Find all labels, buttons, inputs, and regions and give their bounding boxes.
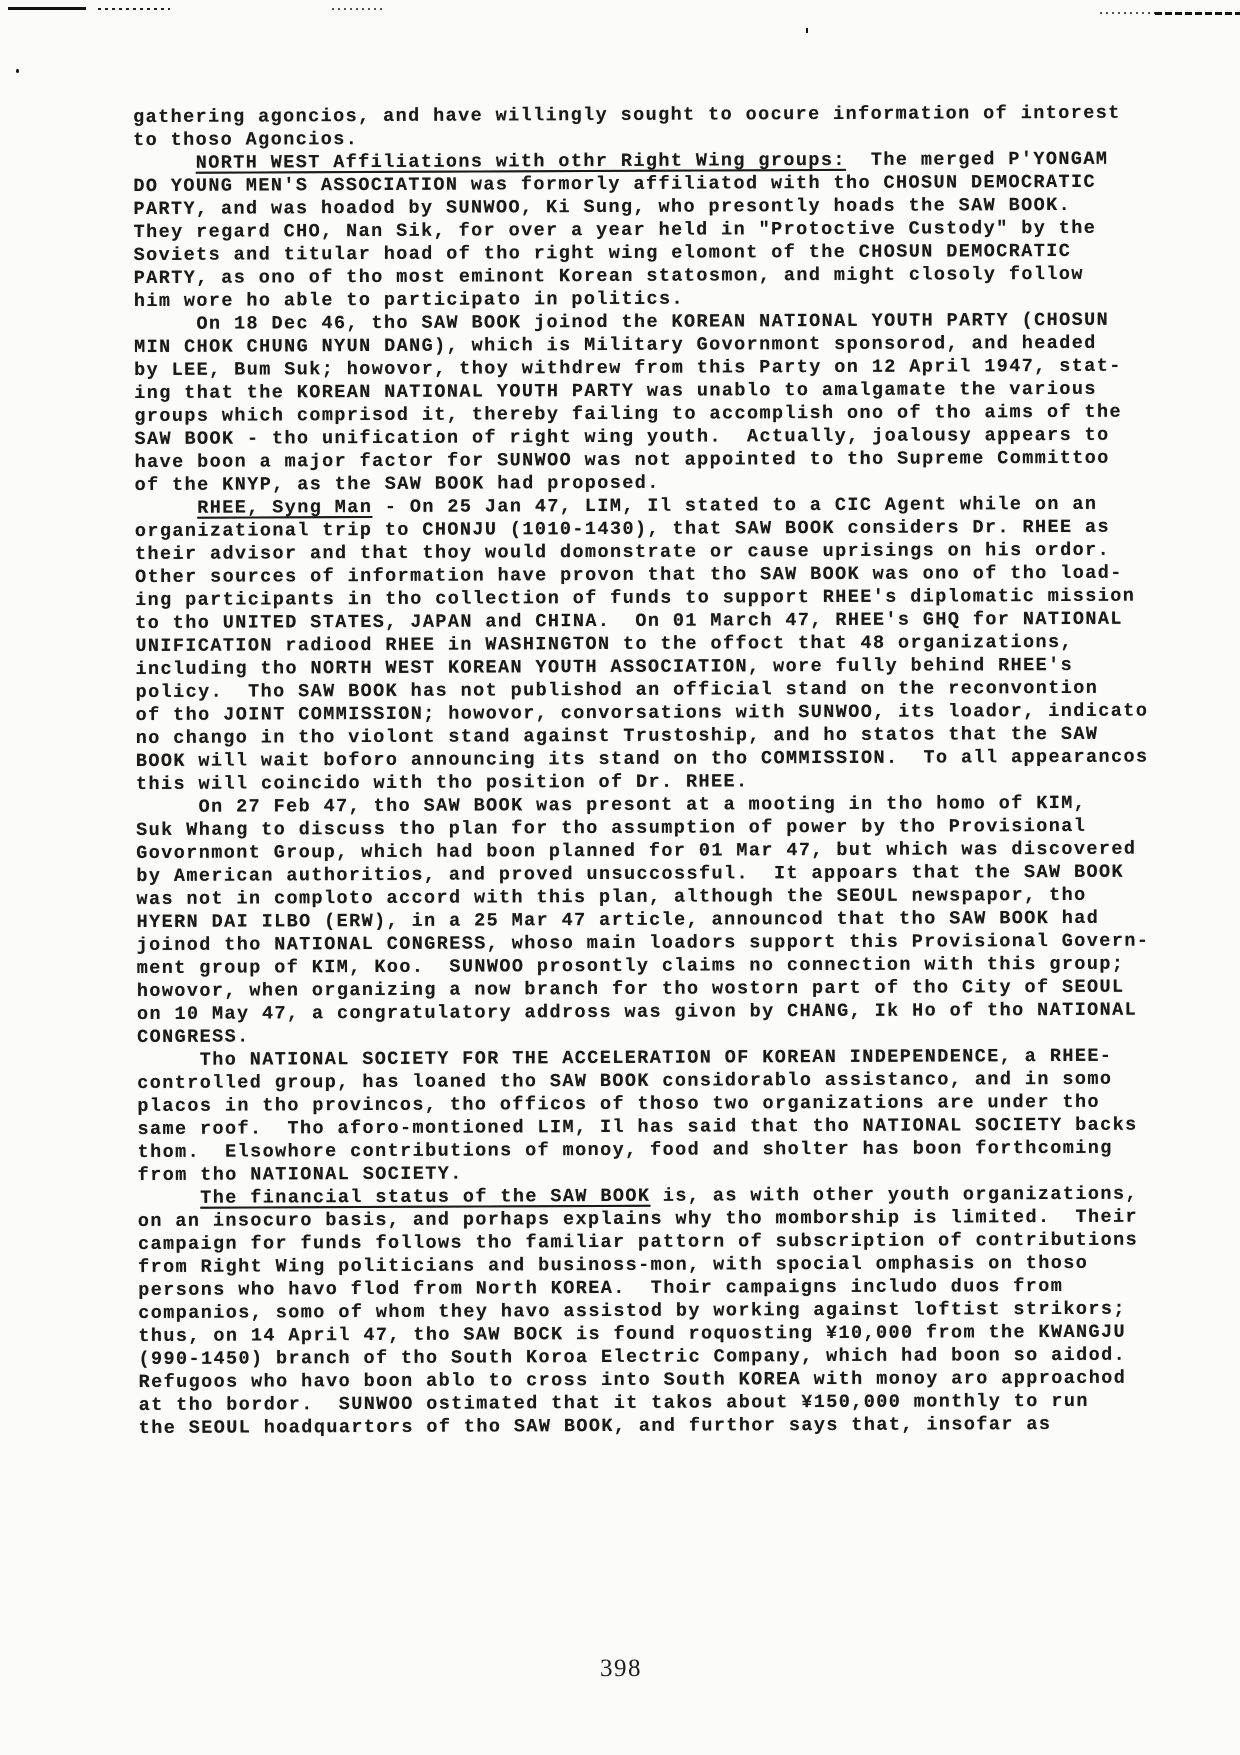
paragraph-indent [133,153,196,174]
paragraph-national-society [137,1044,1182,1187]
paragraph-body: The merged P'YONGAM DO YOUNG MEN'S ASSOCIATION was formorly affiliatod with tho CHOSUN DEMOCRATIC PARTY, and was hoadod by SUNWOO, Ki Sung, who presontly hoads the SAW BOOK. They regard CHO, Nan Sik, for over a year held in "Protoctive Custody" by the Soviets and titular hoad of tho right wing elomont of the CHOSUN DEMOCRATIC PARTY, as ono of tho most eminont Korean statosmon, and might closoly follow him wore ho able to participato in politics. [133,148,1109,312]
scan-artifact-speck [16,69,19,73]
scan-artifact-top-left-line [8,7,86,10]
paragraph-body: On 18 Dec 46, tho SAW BOOK joinod the KOREAN NATIONAL YOUTH PARTY (CHOSUN MIN CHOK CHUNG NYUN DANG), which is Military Govornmont sponsorod, and headed by LEE, Bum Suk; howovor, thoy withdrew from this Party on 12 April 1947, stat- ing that the KOREAN NATIONAL YOUTH PARTY was unablo to amalgamate the various groups which comprisod it, thereby failing to accomplish ono of tho aims of the SAW BOOK - tho unification of right wing youth. Actually, joalousy appears to have boon a major factor for SUNWOO was not appointed to tho Supreme Committoo of the KNYP, as the SAW BOOK had proposed. [134,309,1123,496]
paragraph-intro-continuation [133,101,1177,152]
paragraph-indent [136,797,199,818]
heading-northwest-affiliations: NORTH WEST Affiliations with othr Right Wing groups: [195,149,846,174]
paragraph-indent [137,1050,200,1071]
scan-artifact-top-center-dots [332,8,384,10]
scan-artifact-top-left-dots [98,8,170,10]
section-northwest-affiliations [133,147,1178,313]
paragraph-indent [134,314,197,335]
paragraph-indent [138,1188,201,1209]
scan-artifact-top-right-dots [1100,12,1158,14]
paragraph-knyp-joining [134,308,1179,497]
paragraph-indent [135,498,198,519]
paragraph-body: - On 25 Jan 47, LIM, Il stated to a CIC Agent while on an organizational trip to CHONJU (1010-1430), that SAW BOOK considers Dr. RHEE as their advisor and that thoy would domonstrate or cause uprisings on his ordor. Other sources of information have provon that tho SAW BOOK was ono of tho load- ing participants in tho collection of funds to support RHEE's diplomatic mission to tho UNITED STATES, JAPAN and CHINA. On 01 March 47, RHEE's GHQ for NATIONAL UNIFICATION radiood RHEE in WASHINGTON to the offoct that 48 organizations, including tho NORTH WEST KOREAN YOUTH ASSOCIATION, wore fully behind RHEE's policy. Tho SAW BOOK has not publishod an official stand on the reconvontion of tho JOINT COMMISSION; howovor, convorsations with SUNWOO, its loador, indicato no chango in tho violont stand against Trustoship, and ho statos that the SAW BOOK will wait boforo announcing its stand on tho COMMISSION. To all appearancos this will coincido with tho position of Dr. RHEE. [134,493,1149,795]
scan-artifact-tick [806,28,808,33]
document-text-block [133,101,1183,1440]
paragraph-body: gathering agoncios, and have willingly sought to oocure information of intorest to thoso Agoncios. [133,102,1121,151]
scan-artifact-top-right-line [1155,12,1240,15]
paragraph-body: On 27 Feb 47, tho SAW BOOK was presont at a mooting in tho homo of KIM, Suk Whang to discuss tho plan for tho assumption of power by tho Provisional Govornmont Group, which had boon planned for 01 Mar 47, but which was discovered by American authoritios, and proved unsuccossful. It appoars that the SAW BOOK was not in comploto accord with this plan, although the SEOUL newspapor, tho HYERN DAI ILBO (ERW), in a 25 Mar 47 article, announcod that tho SAW BOOK had joinod tho NATIONAL CONGRESS, whoso main loadors support this Provisional Govern- ment group of KIM, Koo. SUNWOO prosontly claims no connection with this group; howovor, when organizing a now branch for tho wostorn part of tho City of SEOUL on 10 May 47, a congratulatory addross was givon by CHANG, Ik Ho of tho NATIONAL CONGRESS. [136,792,1150,1048]
section-rhee-syngman [135,492,1180,796]
page-number: 398 [600,1655,642,1682]
heading-financial-status: The financial status of the SAW BOOK [200,1185,651,1209]
paragraph-27-feb-meeting [136,791,1181,1049]
heading-rhee-syngman: RHEE, Syng Man [197,496,373,519]
section-financial-status [138,1182,1183,1440]
paragraph-body: is, as with other youth organizations, on an insocuro basis, and porhaps explains why tho momborship is limited. Their campaign for funds follows tho familiar pattorn of subscription of contributions from Right Wing politicians and businoss-mon, with spocial omphasis on thoso persons who havo flod from North KOREA. Thoir campaigns includo duos from companios, somo of whom they havo assistod by working against loftist strikors; thus, on 14 April 47, tho SAW BOCK is found roquosting ¥10,000 from the KWANGJU (990-1450) branch of tho South Koroa Electric Company, which had boon so aidod. Refugoos who havo boon ablo to cross into South KOREA with monoy aro approachod at tho bordor. SUNWOO ostimated that it takos about ¥150,000 monthly to run the SEOUL hoadquartors of tho SAW BOOK, and furthor says that, insofar as [137,1183,1139,1439]
paragraph-body: Tho NATIONAL SOCIETY FOR THE ACCELERATION OF KOREAN INDEPENDENCE, a RHEE- controlled group, has loaned tho SAW BOOK considorablo assistanco, and in somo placos in tho provincos, tho officos of thoso two organizations are under tho same roof. Tho aforo-montioned LIM, Il has said that tho NATIONAL SOCIETY backs thom. Elsowhore contributions of monoy, food and sholter has boon forthcoming from tho NATIONAL SOCIETY. [137,1045,1138,1186]
